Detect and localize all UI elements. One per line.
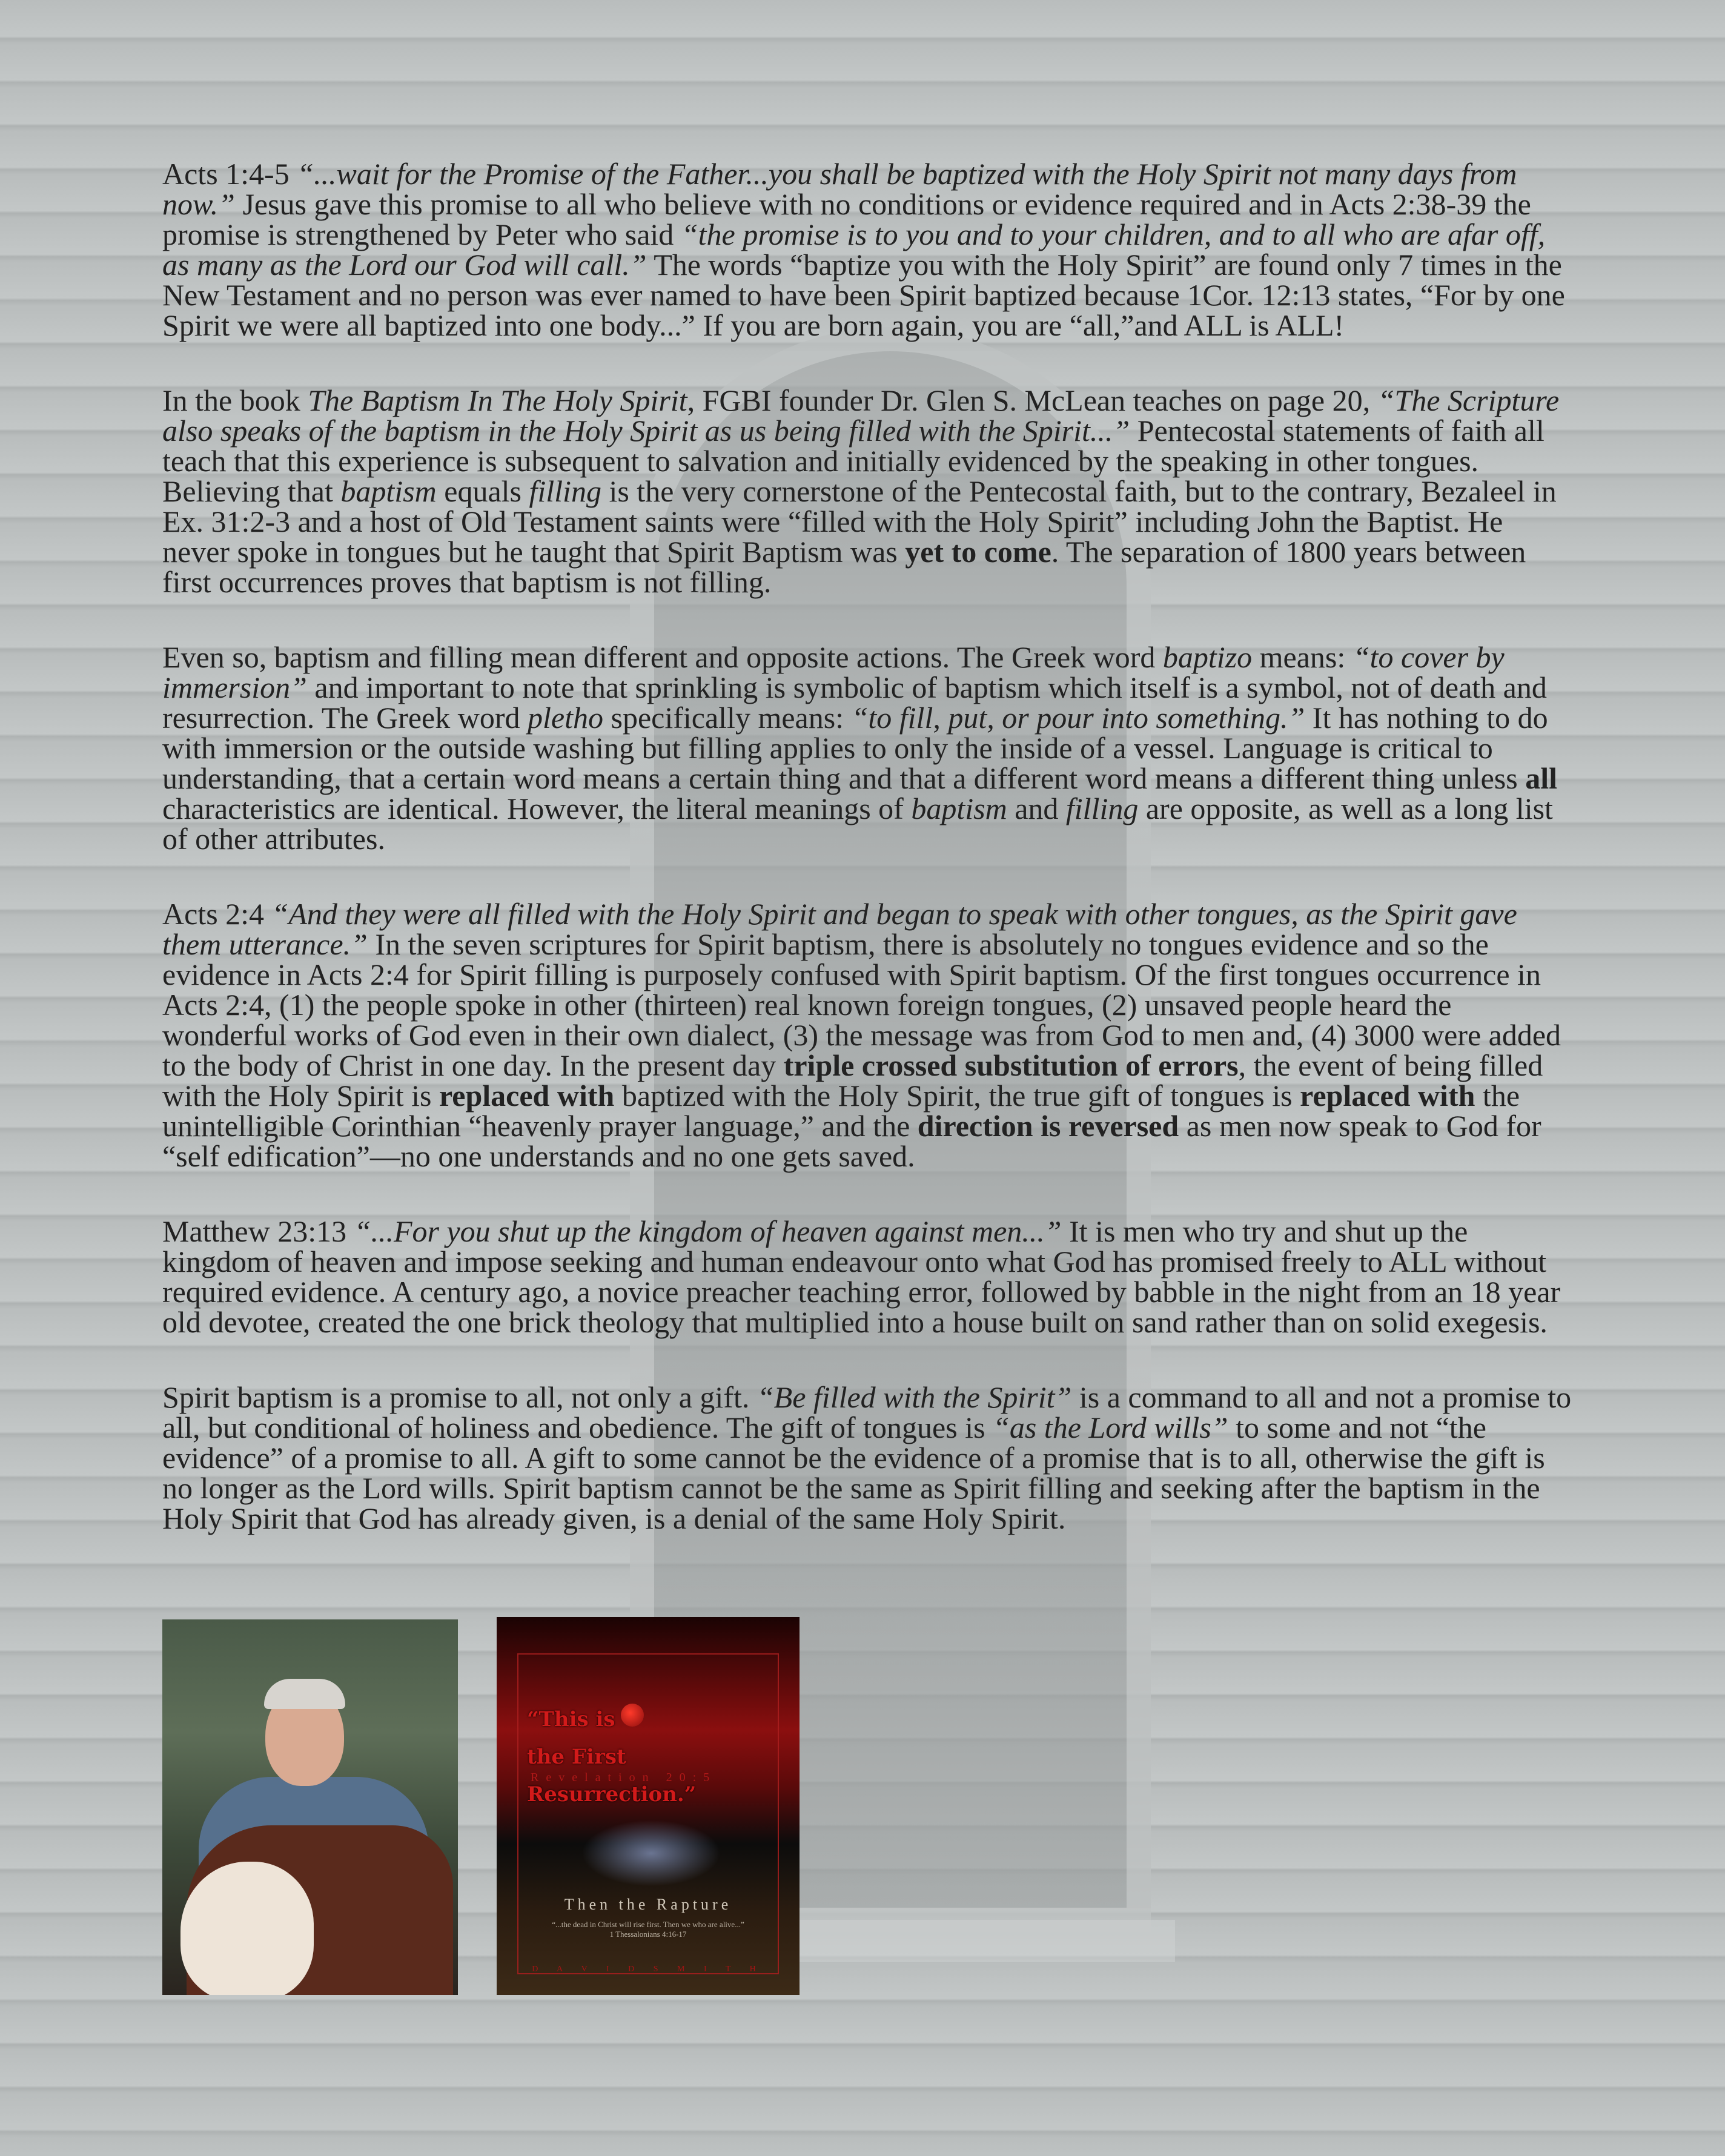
text-run: the unintelligible Corinthian “heavenly prayer language,” and the	[162, 1079, 1520, 1143]
italic-text: The Baptism In The Holy Spirit	[308, 383, 687, 417]
text-run: , FGBI founder Dr. Glen S. McLean teaches on page 20,	[687, 383, 1378, 417]
italic-text: “to cover by immersion”	[162, 640, 1505, 704]
cover-author: D A V I D S M I T H	[532, 1965, 764, 1974]
paragraph	[162, 1382, 1574, 1533]
italic-text: filling	[529, 474, 601, 508]
cover-title	[527, 1701, 781, 1813]
text-run: Pentecostal statements of faith all teach that this experience is subsequent to salvation and initially evidenced by the speaking in other tongues. Believing that	[162, 414, 1545, 508]
lightning-graphic	[581, 1820, 721, 1886]
text-run: to some and not “the evidence” of a promise to all. A gift to some cannot be the evidence of a promise that is to all, otherwise the gift is no longer as the Lord wills. Spirit baptism cannot be the same as Spirit filling and seeking after the baptism in the Holy Spirit that God has already given, is a denial of the same Holy Spirit.	[162, 1410, 1545, 1535]
text-run: It is men who try and shut up the kingdom of heaven and impose seeking and human endeavour onto what God has promised freely to ALL without required evidence. A century ago, a novice preacher teaching error, followed by babble in the night from an 18 year old devotee, created the one brick theology that multiplied into a house built on sand rather than on solid exegesis.	[162, 1214, 1561, 1339]
text-run: is the very cornerstone of the Pentecostal faith, but to the contrary, Bezaleel in Ex. 31:2-3 and a host of Old Testament saints were “filled with the Holy Spirit” including John the Baptist. He never spoke in tongues but he taught that Spirit Baptism was	[162, 474, 1557, 569]
text-run: In the seven scriptures for Spirit baptism, there is absolutely no tongues evidence and so the evidence in Acts 2:4 for Spirit filling is purposely confused with Spirit baptism. Of the first tongues occurrence in Acts 2:4, (1) the people spoke in other (thirteen) real known foreign tongues, (2) unsaved people heard the wonderful works of God even in their own dialect, (3) the message was from God to men and, (4) 3000 were added to the body of Christ in one day. In the present day	[162, 927, 1561, 1082]
text-run: The words “baptize you with the Holy Spirit” are found only 7 times in the New Testament and no person was ever named to have been Spirit baptized because 1Cor. 12:13 states, “For by one Spirit we were all baptized into one body...” If you are born again, you are “all,”and ALL is ALL!	[162, 248, 1565, 342]
book-cover	[497, 1617, 800, 1995]
italic-text: “The Scripture also speaks of the baptism in the Holy Spirit as us being filled with the Spirit...”	[162, 383, 1560, 448]
text-run: characteristics are identical. However, the literal meanings of	[162, 792, 912, 825]
italic-text: “...For you shut up the kingdom of heaven against men...”	[354, 1214, 1062, 1248]
bold-text: replaced with	[439, 1079, 615, 1113]
text-run: baptized with the Holy Spirit, the true gift of tongues is	[614, 1079, 1300, 1113]
cover-title-line2: the First Resurrection.”	[527, 1745, 697, 1807]
text-run: equals	[436, 474, 529, 508]
cover-title-line1: “This is	[527, 1707, 615, 1731]
bold-text: direction is reversed	[917, 1109, 1179, 1143]
paragraph	[162, 385, 1574, 597]
text-run: specifically means:	[603, 701, 852, 735]
text-run: Jesus gave this promise to all who believe with no conditions or evidence required and in Acts 2:38-39 the promise is strengthened by Peter who said	[162, 187, 1531, 251]
author-photo	[162, 1619, 458, 1995]
text-run: In the book	[162, 383, 308, 417]
text-run: Matthew 23:13	[162, 1214, 354, 1248]
author-hair	[264, 1679, 345, 1709]
text-run: , the event of being filled with the Holy Spirit is	[162, 1048, 1543, 1113]
text-run: and	[1007, 792, 1066, 825]
italic-text: baptizo	[1162, 640, 1253, 674]
text-run: Spirit baptism is a promise to all, not only a gift.	[162, 1380, 757, 1414]
cover-quote: “...the dead in Christ will rise first. Then we who are alive...”	[552, 1920, 744, 1929]
paragraph	[162, 642, 1574, 854]
italic-text: “...wait for the Promise of the Father...you shall be baptized with the Holy Spirit not many days from now.”	[162, 157, 1517, 221]
cover-reference: Revelation 20:5	[531, 1771, 717, 1784]
cover-quote-ref: 1 Thessalonians 4:16-17	[609, 1929, 687, 1939]
cover-subtitle: Then the Rapture	[564, 1896, 732, 1913]
text-run: as men now speak to God for “self edification”—no one understands and no one gets saved.	[162, 1109, 1541, 1173]
paragraph	[162, 1216, 1574, 1337]
article-body	[162, 159, 1574, 1533]
text-run: means:	[1252, 640, 1353, 674]
italic-text: “And they were all filled with the Holy Spirit and began to speak with other tongues, as the Spirit gave them utterance.”	[162, 897, 1517, 961]
text-run: Even so, baptism and filling mean different and opposite actions. The Greek word	[162, 640, 1163, 674]
text-run: . The separation of 1800 years between first occurrences proves that baptism is not filling.	[162, 535, 1526, 599]
bold-text: all	[1525, 761, 1557, 795]
cover-quote-block	[521, 1920, 775, 1939]
italic-text: “to fill, put, or pour into something.”	[851, 701, 1305, 735]
italic-text: “the promise is to you and to your children, and to all who are afar off, as many as the Lord our God will call.”	[162, 217, 1546, 282]
bold-text: yet to come	[905, 535, 1051, 569]
text-run: It has nothing to do with immersion or the outside washing but filling applies to only the inside of a vessel. Language is critical to understanding, that a certain word means a certain thing and that a different word means a different thing unless	[162, 701, 1548, 795]
cow-face	[180, 1862, 314, 1995]
paragraph	[162, 899, 1574, 1171]
text-run: is a command to all and not a promise to all, but conditional of holiness and obedience. The gift of tongues is	[162, 1380, 1572, 1444]
text-run: Acts 2:4	[162, 897, 272, 931]
text-run: are opposite, as well as a long list of other attributes.	[162, 792, 1553, 856]
text-run: Acts 1:4-5	[162, 157, 297, 191]
italic-text: “as the Lord wills”	[993, 1410, 1228, 1444]
text-run: and important to note that sprinkling is symbolic of baptism which itself is a symbol, not of death and resurrection. The Greek word	[162, 670, 1547, 735]
italic-text: “Be filled with the Spirit”	[757, 1380, 1072, 1414]
italic-text: filling	[1065, 792, 1139, 825]
bold-text: triple crossed substitution of errors	[783, 1048, 1239, 1082]
italic-text: baptism	[340, 474, 437, 508]
paragraph	[162, 159, 1574, 340]
italic-text: pletho	[528, 701, 603, 735]
bold-text: replaced with	[1300, 1079, 1475, 1113]
italic-text: baptism	[911, 792, 1007, 825]
